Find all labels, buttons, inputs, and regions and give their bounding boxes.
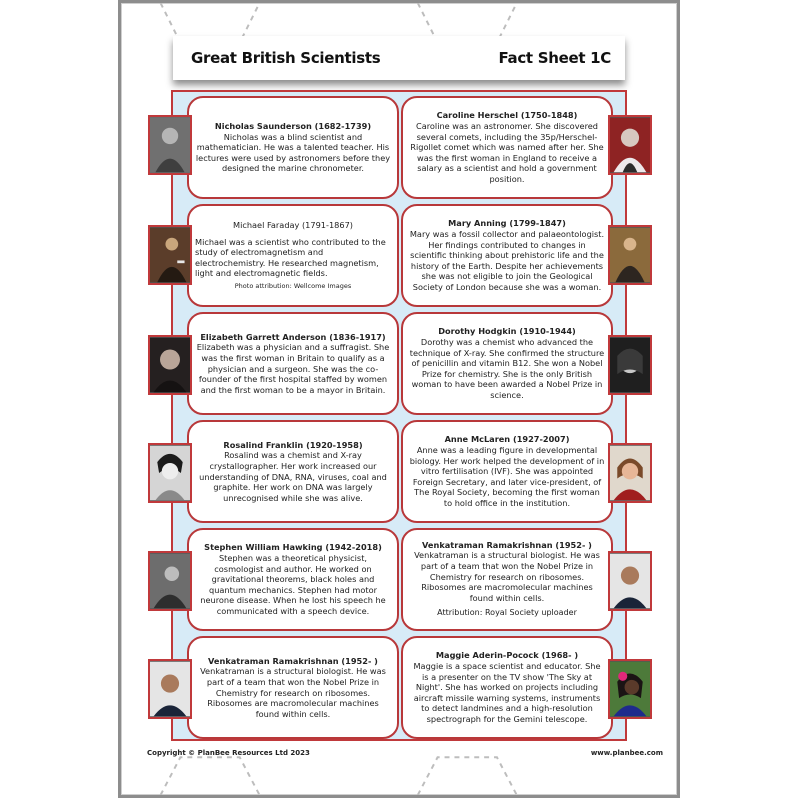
copyright-text: Copyright © PlanBee Resources Ltd 2023 <box>147 749 310 757</box>
card-nicholas-saunderson <box>187 96 399 199</box>
card-name: Michael Faraday (1791-1867) <box>233 220 353 231</box>
card-name: Venkatraman Ramakrishnan (1952- ) <box>208 655 378 666</box>
card-description: Rosalind was a chemist and X-ray crystallographer. Her work increased our understanding of DNA, RNA, viruses, coal and graphite. Her work on DNA was largely unrecognised while she was alive. <box>199 450 387 503</box>
card-michael-faraday <box>187 204 399 307</box>
card-description: Elizabeth was a physician and a suffragist. She was the first woman in Britain to qualify as a physician and a surgeon. She was the co-founder of the first hospital staffed by women and the first woman to be a mayor in Britain. <box>196 342 390 395</box>
photo-anne-mclaren <box>608 443 652 503</box>
card-name: Maggie Aderin-Pocock (1968- ) <box>435 650 579 661</box>
photo-maggie-aderin-pocock <box>608 659 652 719</box>
photo-michael-faraday <box>148 225 192 285</box>
photo-nicholas-saunderson <box>148 115 192 175</box>
card-description: Anne was a leading figure in developmental biology. Her work helped the development of in vitro fertilisation (IVF). She was appointed Foreign Secretary, and later vice-president, of The Royal Society, becoming the first woman to hold office in the institution. <box>409 445 605 508</box>
card-description: Nicholas was a blind scientist and mathematician. He was a talented teacher. His lectures were used by astronomers before they designed the marine chronometer. <box>195 131 391 174</box>
card-maggie-aderin-pocock <box>401 636 613 739</box>
card-description: Michael was a scientist who contributed to the study of electromagnetism and electrochemistry. He researched magnetism, light and electromagnetic fields. <box>195 236 386 279</box>
photo-venkatraman-ramakrishnan-1 <box>608 551 652 611</box>
website-link[interactable]: www.planbee.com <box>590 749 663 757</box>
photo-caroline-herschel <box>608 115 652 175</box>
card-rosalind-franklin <box>187 420 399 523</box>
card-name: Elizabeth Garrett Anderson (1836-1917) <box>200 331 386 342</box>
photo-stephen-hawking <box>148 551 192 611</box>
photo-attribution: Attribution: Royal Society uploader <box>437 608 577 618</box>
card-name: Rosalind Franklin (1920-1958) <box>223 439 363 450</box>
card-name: Dorothy Hodgkin (1910-1944) <box>438 326 576 337</box>
fact-sheet-label: Fact Sheet 1C <box>498 49 611 67</box>
photo-dorothy-hodgkin <box>608 335 652 395</box>
photo-attribution: Photo attribution: Wellcome Images <box>234 281 352 290</box>
fact-sheet-page <box>118 0 680 798</box>
card-name: Caroline Herschel (1750-1848) <box>436 110 578 121</box>
card-description: Dorothy was a chemist who advanced the technique of X-ray. She confirmed the structure of penicillin and vitamin B12. She won a Nobel Prize for chemistry. She is the only British woman to have been awarded a Nobel Prize in science. <box>409 337 605 400</box>
page-title: Great British Scientists <box>191 49 381 67</box>
photo-mary-anning <box>608 225 652 285</box>
card-description: Maggie is a space scientist and educator. She is a presenter on the TV show 'The Sky at Night'. She has worked on projects including aircraft missile warning systems, instruments to detect landmines and a high-resolution spectrograph for the Gemini telescope. <box>413 661 601 724</box>
scientists-panel <box>171 90 627 741</box>
card-elizabeth-garrett-anderson <box>187 312 399 415</box>
card-description: Venkatraman is a structural biologist. He was part of a team that won the Nobel Prize in Chemistry for research on ribosomes. Ribosomes are macromolecular machines found within cells. <box>200 666 386 719</box>
photo-rosalind-franklin <box>148 443 192 503</box>
card-name: Anne McLaren (1927-2007) <box>444 434 570 445</box>
card-dorothy-hodgkin <box>401 312 613 415</box>
photo-venkatraman-ramakrishnan-2 <box>148 659 192 719</box>
photo-elizabeth-garrett-anderson <box>148 335 192 395</box>
card-description: Stephen was a theoretical physicist, cosmologist and author. He worked on gravitational theorems, black holes and quantum mechanics. Stephen had motor neurone disease. When he lost his speech he communicated with a speech device. <box>200 553 386 616</box>
card-description: Mary was a fossil collector and palaeontologist. Her findings contributed to changes in scientific thinking about prehistoric life and the history of the Earth. Despite her achievements she was not eligible to join the Geological Society of London because she was a woman. <box>409 229 605 292</box>
card-name: Mary Anning (1799-1847) <box>448 218 566 229</box>
card-mary-anning <box>401 204 613 307</box>
title-banner <box>173 36 625 80</box>
card-name: Venkatraman Ramakrishnan (1952- ) <box>422 539 592 550</box>
card-caroline-herschel <box>401 96 613 199</box>
card-venkatraman-ramakrishnan-1 <box>401 528 613 631</box>
card-description: Caroline was an astronomer. She discovered several comets, including the 35p/Herschel-Rigollet comet which was named after her. She was the first woman in England to receive a salary as a scientist and hold a government position. <box>410 121 604 184</box>
card-name: Stephen William Hawking (1942-2018) <box>204 542 382 553</box>
card-name: Nicholas Saunderson (1682-1739) <box>214 121 372 132</box>
card-description: Venkatraman is a structural biologist. He was part of a team that won the Nobel Prize in Chemistry for research on ribosomes. Ribosomes are macromolecular machines found within cells. <box>414 550 600 603</box>
card-venkatraman-ramakrishnan-2 <box>187 636 399 739</box>
card-stephen-hawking <box>187 528 399 631</box>
card-anne-mclaren <box>401 420 613 523</box>
